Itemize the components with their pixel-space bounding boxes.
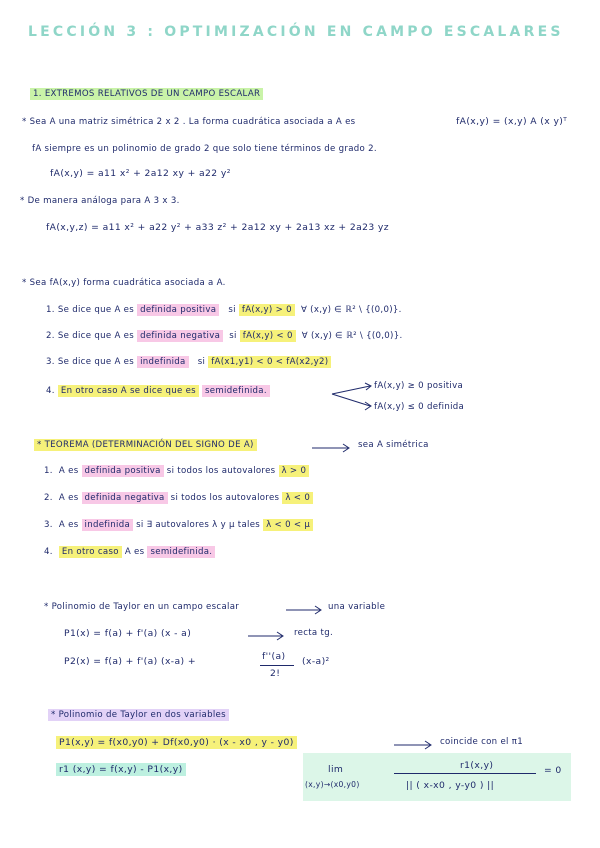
- limit-denominator: || ( x-x0 , y-y0 ) ||: [406, 780, 495, 791]
- taylor1-p2-denominator: 2!: [270, 668, 281, 679]
- taylor2-p1-side: coincide con el π1: [440, 737, 524, 747]
- paragraph-quadratic-form: * Sea A una matriz simétrica 2 x 2 . La forma cuadrática asociada a A es: [22, 117, 356, 127]
- list-item: 3. Se dice que A es indefinida si fA(x1,y1) < 0 < fA(x2,y2): [46, 357, 331, 367]
- taylor2-r1: r1 (x,y) = f(x,y) - P1(x,y): [56, 764, 186, 775]
- arrow-right-icon: [284, 604, 324, 616]
- page-title: LECCIÓN 3 : OPTIMIZACIÓN EN CAMPO ESCALARES: [28, 24, 564, 40]
- formula-quadratic-form: fA(x,y) = (x,y) A (x y)ᵀ: [456, 116, 568, 127]
- paragraph-3x3: * De manera análoga para A 3 x 3.: [20, 196, 180, 206]
- taylor1-side: una variable: [328, 602, 386, 612]
- equation-3x3: fA(x,y,z) = a11 x² + a22 y² + a33 z² + 2a12 xy + 2a13 xz + 2a23 yz: [46, 222, 389, 233]
- semidefinite-positive: fA(x,y) ≥ 0 positiva: [374, 381, 464, 391]
- split-arrow-icon: [330, 380, 376, 416]
- taylor1-p2-numerator: f''(a): [262, 651, 286, 662]
- taylor1-heading: * Polinomio de Taylor en un campo escalar: [44, 602, 240, 612]
- semidefinite-definite: fA(x,y) ≤ 0 definida: [374, 402, 465, 412]
- arrow-right-icon: [246, 630, 286, 642]
- list-item: 4. En otro caso A se dice que es semidefinida.: [46, 386, 270, 396]
- arrow-right-icon: [310, 442, 352, 454]
- taylor1-p2-tail: (x-a)²: [302, 656, 330, 667]
- taylor2-p1: P1(x,y) = f(x0,y0) + Df(x0,y0) · (x - x0 , y - y0): [56, 737, 297, 748]
- taylor1-p1-side: recta tg.: [294, 628, 333, 638]
- taylor1-p2: P2(x) = f(a) + f'(a) (x-a) +: [64, 656, 196, 667]
- theorem-heading: * TEOREMA (DETERMINACIÓN DEL SIGNO DE A): [34, 440, 257, 450]
- list-item: 1. Se dice que A es definida positiva si fA(x,y) > 0 ∀ (x,y) ∈ ℝ² \ {(0,0)}.: [46, 305, 402, 315]
- fraction-line: [260, 665, 294, 666]
- limit-numerator: r1(x,y): [460, 760, 494, 771]
- limit-label: lim: [328, 764, 344, 775]
- taylor1-p1: P1(x) = f(a) + f'(a) (x - a): [64, 628, 192, 639]
- list-item: 3. A es indefinida si ∃ autovalores λ y μ tales λ < 0 < μ: [44, 520, 313, 530]
- section1-heading: 1. EXTREMOS RELATIVOS DE UN CAMPO ESCALAR: [30, 89, 263, 99]
- theorem-side-note: sea A simétrica: [358, 440, 429, 450]
- list-item: 4. En otro caso A es semidefinida.: [44, 547, 215, 557]
- list-item: 1. A es definida positiva si todos los autovalores λ > 0: [44, 466, 309, 476]
- taylor2-heading: * Polinomio de Taylor en dos variables: [48, 710, 229, 720]
- equation-2x2: fA(x,y) = a11 x² + 2a12 xy + a22 y²: [50, 168, 231, 179]
- limit-box: [303, 753, 571, 801]
- arrow-right-icon: [392, 739, 434, 751]
- paragraph-degree: fA siempre es un polinomio de grado 2 que solo tiene términos de grado 2.: [32, 144, 377, 154]
- limit-subscript: (x,y)→(x0,y0): [305, 780, 360, 789]
- fraction-line: [394, 773, 536, 774]
- limit-equals: = 0: [544, 765, 562, 776]
- list-item: 2. Se dice que A es definida negativa si fA(x,y) < 0 ∀ (x,y) ∈ ℝ² \ {(0,0)}.: [46, 331, 403, 341]
- list-item: 2. A es definida negativa si todos los autovalores λ < 0: [44, 493, 313, 503]
- paragraph-sea-fa: * Sea fA(x,y) forma cuadrática asociada a A.: [22, 278, 226, 288]
